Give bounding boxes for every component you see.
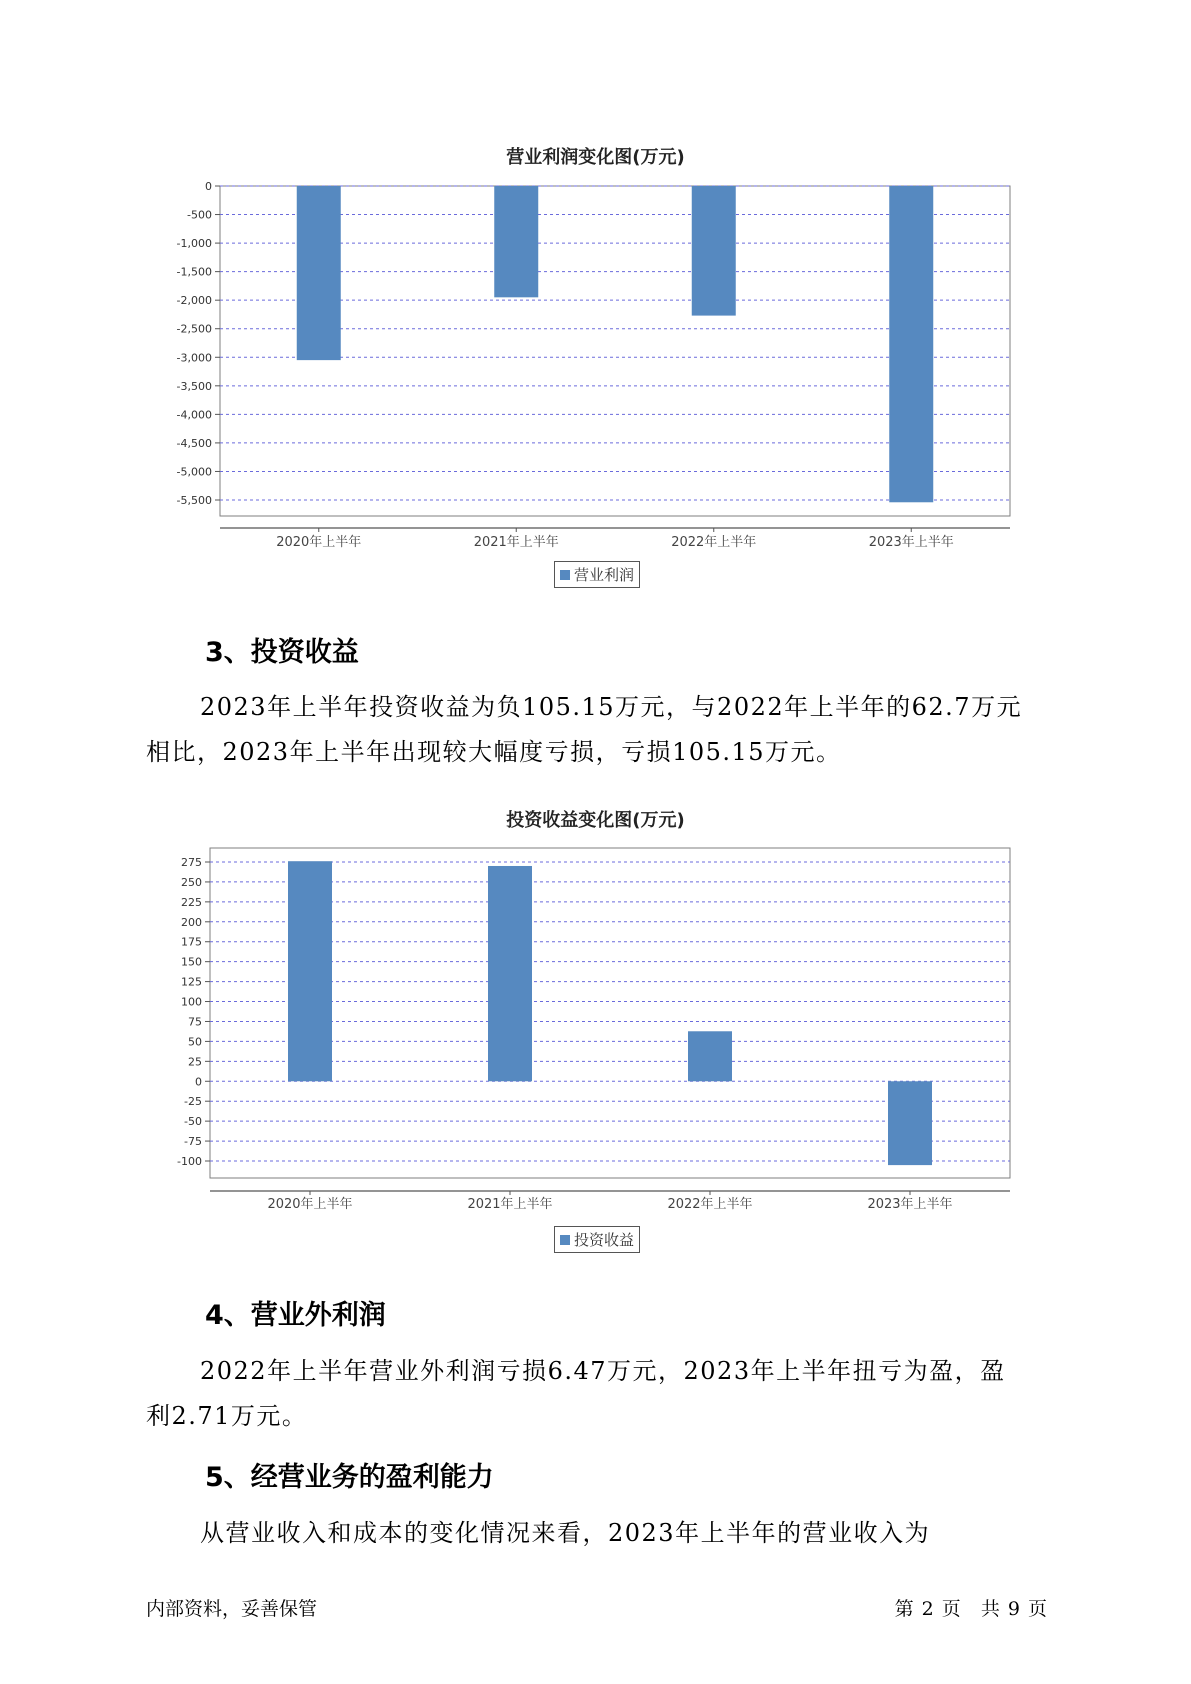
bar — [288, 861, 332, 1081]
x-tick-label: 2020年上半年 — [267, 1197, 353, 1212]
bar — [688, 1031, 732, 1081]
legend-label-inv-income: 投资收益 — [574, 1231, 635, 1249]
y-tick-label: 75 — [188, 1015, 202, 1029]
x-tick-label: 2021年上半年 — [473, 535, 559, 550]
x-tick-label: 2022年上半年 — [667, 1197, 753, 1212]
para-line: 从营业收入和成本的变化情况来看，2023年上半年的营业收入为 — [200, 1519, 931, 1547]
y-tick-label: -2,000 — [176, 294, 212, 308]
chart-title-op-profit: 营业利润变化图(万元) — [506, 147, 685, 168]
y-tick-label: 250 — [181, 875, 202, 889]
y-tick-label: -100 — [177, 1155, 202, 1168]
footer-confidential-note: 内部资料，妥善保管 — [146, 1598, 318, 1620]
y-tick-label: 150 — [181, 955, 202, 969]
x-tick-label: 2023年上半年 — [868, 535, 954, 550]
para-line: 2023年上半年投资收益为负105.15万元，与2022年上半年的62.7万元 — [200, 693, 1023, 721]
y-tick-label: 200 — [181, 915, 202, 929]
y-tick-label: 0 — [195, 1075, 202, 1089]
y-tick-label: 225 — [181, 895, 202, 909]
y-tick-label: -500 — [187, 208, 212, 222]
para-line: 2022年上半年营业外利润亏损6.47万元，2023年上半年扭亏为盈，盈 — [200, 1357, 1006, 1385]
y-tick-label: 175 — [181, 935, 202, 949]
y-tick-label: 0 — [205, 180, 212, 193]
y-tick-label: -2,500 — [176, 322, 212, 336]
y-tick-label: -5,000 — [176, 465, 212, 479]
y-tick-label: -1,000 — [176, 237, 212, 251]
legend-label-op-profit: 营业利润 — [574, 566, 635, 584]
y-tick-label: 275 — [181, 856, 202, 869]
para-line: 利2.71万元。 — [146, 1402, 308, 1430]
y-tick-label: 50 — [188, 1035, 202, 1049]
para-line: 相比，2023年上半年出现较大幅度亏损，亏损105.15万元。 — [146, 738, 842, 766]
y-tick-label: -4,500 — [176, 436, 212, 450]
footer-page-number: 第 2 页 共 9 页 — [894, 1598, 1047, 1620]
y-tick-label: 125 — [181, 975, 202, 989]
heading-investment-income: 3、投资收益 — [205, 637, 359, 668]
x-tick-label: 2022年上半年 — [671, 535, 757, 550]
heading-profitability: 5、经营业务的盈利能力 — [205, 1462, 494, 1493]
x-tick-label: 2021年上半年 — [467, 1197, 553, 1212]
bar — [488, 866, 532, 1081]
y-tick-label: 25 — [188, 1055, 202, 1069]
y-tick-label: -50 — [184, 1115, 202, 1129]
y-tick-label: -1,500 — [176, 265, 212, 279]
y-tick-label: -4,000 — [176, 408, 212, 422]
para-non-operating-profit — [146, 1349, 1046, 1439]
y-tick-label: 100 — [181, 995, 202, 1009]
chart-title-inv-income: 投资收益变化图(万元) — [506, 810, 685, 831]
y-tick-label: -3,500 — [176, 379, 212, 393]
y-tick-label: -5,500 — [176, 494, 212, 507]
y-tick-label: -25 — [184, 1095, 202, 1109]
para-profitability — [146, 1511, 1046, 1556]
heading-non-operating-profit: 4、营业外利润 — [205, 1300, 386, 1331]
bar — [888, 1081, 932, 1165]
x-tick-label: 2020年上半年 — [276, 535, 362, 550]
y-tick-label: -3,000 — [176, 351, 212, 365]
x-tick-label: 2023年上半年 — [867, 1197, 953, 1212]
legend-swatch-inv-income — [560, 1235, 570, 1245]
legend-inv-income — [554, 1226, 640, 1253]
y-tick-label: -75 — [184, 1135, 202, 1149]
